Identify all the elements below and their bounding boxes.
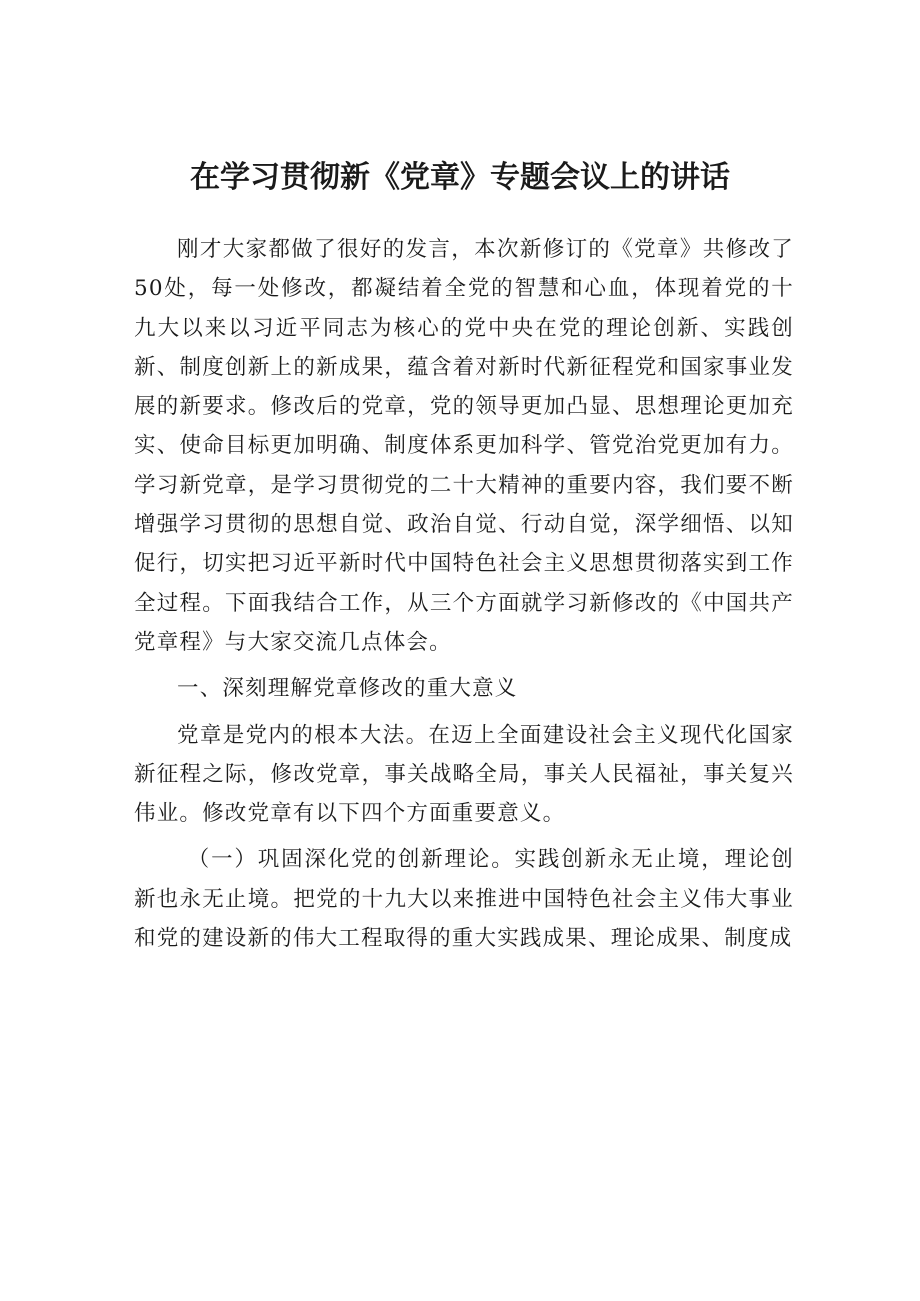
paragraph-section-1: 党章是党内的根本大法。在迈上全面建设社会主义现代化国家新征程之际，修改党章，事关战略全局，事关人民福祉，事关复兴伟业。修改党章有以下四个方面重要意义。 [134, 722, 794, 827]
paragraph-gap [134, 662, 794, 669]
section-heading-1: 一、深刻理解党章修改的重大意义 [177, 676, 518, 702]
paragraph-intro: 刚才大家都做了很好的发言，本次新修订的《党章》共修改了50处，每一处修改，都凝结着全党的智慧和心血，体现着党的十九大以来以习近平同志为核心的党中央在党的理论创新、实践创新、制度创新上的新成果，蕴含着对新时代新征程党和国家事业发展的新要求。修改后的党章，党的领导更加凸显、思想理论更加充实、使命目标更加明确、制度体系更加科学、管党治党更加有力。学习新党章，是学习贯彻党的二十大精神的重要内容，我们要不断增强学习贯彻的思想自觉、政治自觉、行动自觉，深学细悟、以知促行，切实把习近平新时代中国特色社会主义思想贯彻落实到工作全过程。下面我结合工作，从三个方面就学习新修改的《中国共产党章程》与大家交流几点体会。 [134, 237, 794, 655]
document-body [134, 230, 794, 958]
document-title: 在学习贯彻新《党章》专题会议上的讲话 [190, 160, 730, 195]
paragraph-gap [134, 709, 794, 716]
paragraph-subsection-1: （一）巩固深化党的创新理论。实践创新永无止境，理论创新也永无止境。把党的十九大以来推进中国特色社会主义伟大事业和党的建设新的伟大工程取得的重大实践成果、理论成果、制度成 [134, 847, 794, 952]
paragraph-gap [134, 833, 794, 840]
